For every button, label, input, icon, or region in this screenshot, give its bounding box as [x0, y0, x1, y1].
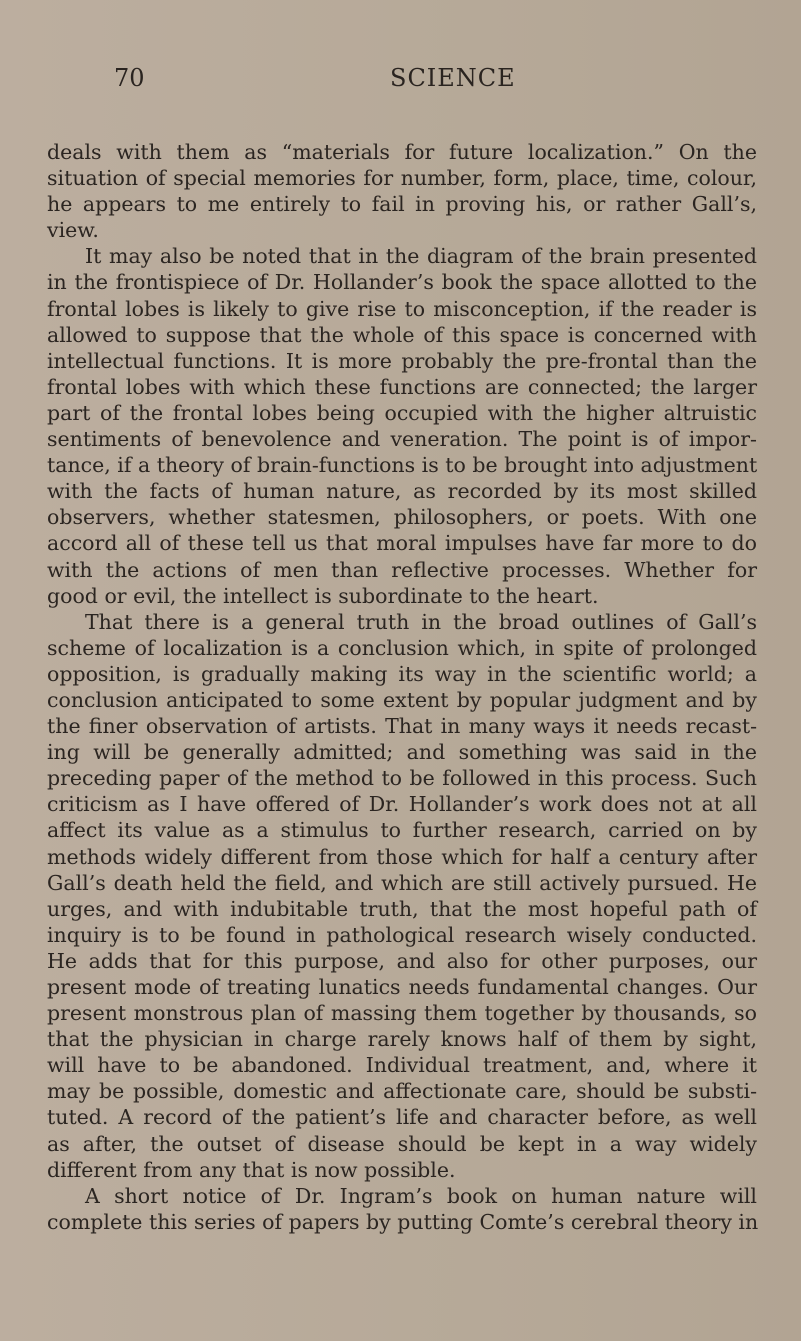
- text-line: may be possible, domestic and affectionate care, should be substi-: [47, 1079, 757, 1104]
- text-line: criticism as I have offered of Dr. Hollander’s work does not at all: [47, 792, 757, 817]
- text-line: preceding paper of the method to be followed in this process. Such: [47, 766, 757, 791]
- running-header: [0, 64, 801, 94]
- text-line: observers, whether statesmen, philosophers, or poets. With one: [47, 505, 757, 530]
- text-line: the finer observation of artists. That in many ways it needs recast-: [47, 714, 757, 739]
- text-line: frontal lobes is likely to give rise to misconception, if the reader is: [47, 296, 757, 321]
- text-line: A short notice of Dr. Ingram’s book on human nature will: [85, 1183, 757, 1208]
- text-line: view.: [47, 218, 99, 243]
- text-line: scheme of localization is a conclusion which, in spite of prolonged: [47, 635, 757, 660]
- body-text: [47, 139, 757, 1235]
- text-line: he appears to me entirely to fail in proving his, or rather Gall’s,: [47, 192, 757, 217]
- text-line: different from any that is now possible.: [47, 1157, 456, 1182]
- text-line: with the actions of men than reflective processes. Whether for: [47, 557, 757, 582]
- text-line: tance, if a theory of brain-functions is to be brought into adjustment: [47, 453, 758, 478]
- text-line: as after, the outset of disease should be kept in a way widely: [47, 1131, 757, 1156]
- text-line: present monstrous plan of massing them together by thousands, so: [47, 1001, 757, 1026]
- text-line: part of the frontal lobes being occupied with the higher altruistic: [47, 400, 757, 425]
- text-line: sentiments of benevolence and veneration. The point is of impor-: [47, 427, 757, 452]
- text-line: situation of special memories for number, form, place, time, colour,: [47, 166, 757, 191]
- text-line: present mode of treating lunatics needs fundamental changes. Our: [47, 975, 757, 999]
- text-line: frontal lobes with which these functions are connected; the larger: [47, 374, 757, 399]
- text-line: conclusion anticipated to some extent by popular judgment and by: [47, 687, 757, 712]
- text-line: tuted. A record of the patient’s life and character before, as well: [47, 1105, 757, 1130]
- text-line: complete this series of papers by putting Comte’s cerebral theory in: [47, 1209, 759, 1234]
- text-line: It may also be noted that in the diagram of the brain presented: [85, 244, 757, 269]
- text-line: will have to be abandoned. Individual treatment, and, where it: [47, 1053, 757, 1078]
- text-line: methods widely different from those which for half a century after: [47, 844, 757, 869]
- text-line: deals with them as “materials for future localization.” On the: [47, 140, 757, 164]
- text-line: affect its value as a stimulus to further research, carried on by: [47, 818, 757, 843]
- text-line: accord all of these tell us that moral impulses have far more to do: [47, 531, 757, 556]
- text-line: good or evil, the intellect is subordinate to the heart.: [47, 583, 599, 608]
- page-number: 70: [114, 64, 145, 92]
- text-line: He adds that for this purpose, and also for other purposes, our: [47, 948, 757, 973]
- text-line: That there is a general truth in the broad outlines of Gall’s: [85, 609, 757, 634]
- text-line: with the facts of human nature, as recorded by its most skilled: [47, 479, 757, 504]
- text-line: urges, and with indubitable truth, that the most hopeful path of: [47, 896, 757, 921]
- text-line: ing will be generally admitted; and something was said in the: [47, 740, 757, 765]
- text-line: allowed to suppose that the whole of this space is concerned with: [47, 322, 757, 347]
- text-line: that the physician in charge rarely knows half of them by sight,: [47, 1027, 757, 1052]
- running-title: SCIENCE: [390, 64, 516, 92]
- text-line: opposition, is gradually making its way in the scientific world; a: [47, 661, 757, 686]
- text-line: intellectual functions. It is more probably the pre-frontal than the: [47, 348, 757, 373]
- text-line: Gall’s death held the field, and which are still actively pursued. He: [47, 870, 757, 895]
- text-line: inquiry is to be found in pathological research wisely conducted.: [47, 922, 757, 947]
- text-line: in the frontispiece of Dr. Hollander’s book the space allotted to the: [47, 270, 757, 295]
